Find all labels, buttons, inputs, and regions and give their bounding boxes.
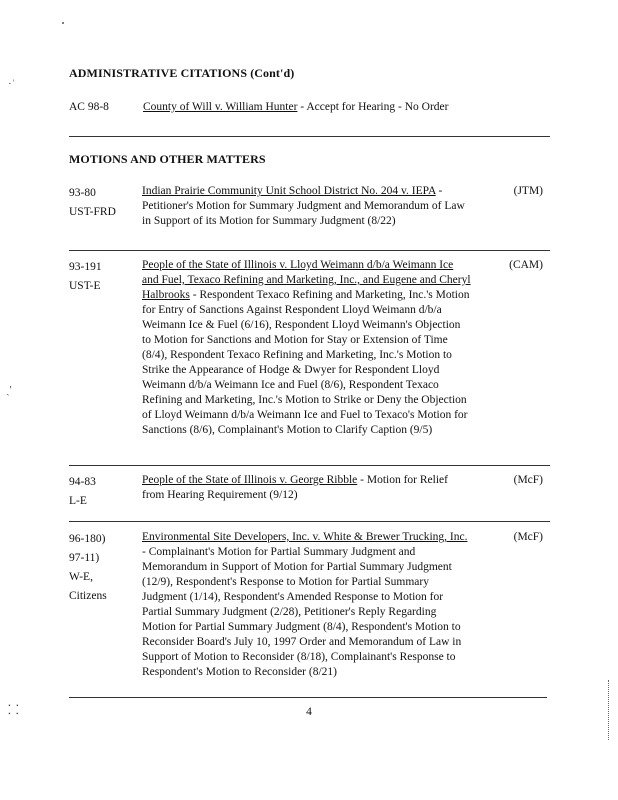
motion-entry	[69, 530, 549, 680]
scan-mark: ⸬	[8, 702, 19, 717]
docket-number: L-E	[69, 495, 87, 507]
docket-numbers	[69, 258, 139, 296]
docket-numbers	[69, 473, 139, 511]
scan-mark: ˏ'	[6, 384, 12, 396]
motion-entry	[69, 473, 549, 513]
motion-text: - Petitioner's Motion for Summary Judgment and Memorandum of Law in Support of its Motion for Summary Judgment (8/22)	[142, 185, 465, 227]
citation-action: - Accept for Hearing - No Order	[297, 101, 449, 113]
entry-divider	[69, 250, 550, 251]
motion-entry	[69, 184, 549, 234]
citation-case-name: County of Will v. William Hunter	[143, 101, 298, 113]
motion-description	[142, 530, 472, 680]
hearing-officer: (McF)	[513, 531, 543, 543]
docket-number: 93-191	[69, 261, 102, 273]
case-name: Indian Prairie Community Unit School District No. 204 v. IEPA	[142, 185, 436, 197]
hearing-officer: (JTM)	[513, 185, 543, 197]
scan-speck	[62, 22, 64, 24]
motion-entry	[69, 258, 549, 448]
motion-text: - Motion for Relief from Hearing Requirement (9/12)	[142, 474, 448, 501]
case-name: People of the State of Illinois v. George Ribble	[142, 474, 358, 486]
admin-citation-row	[69, 101, 448, 113]
motion-description	[142, 258, 472, 438]
case-name: People of the State of Illinois v. Lloyd Weimann d/b/a Weimann Ice and Fuel, Texaco Refining and Marketing, Inc., and Eugene and Cheryl Halbrooks	[142, 259, 471, 301]
entry-divider	[69, 521, 550, 522]
docket-numbers	[69, 184, 139, 222]
entry-divider	[69, 465, 550, 466]
docket-number: W-E,	[69, 571, 93, 583]
case-name: Environmental Site Developers, Inc. v. White & Brewer Trucking, Inc.	[142, 531, 468, 543]
page-number: 4	[306, 706, 312, 718]
motions-heading: MOTIONS AND OTHER MATTERS	[69, 152, 266, 166]
docket-number: UST-FRD	[69, 206, 116, 218]
docket-number: 93-80	[69, 187, 96, 199]
admin-citations-heading: ADMINISTRATIVE CITATIONS (Cont'd)	[69, 66, 295, 80]
scan-mark: ·ʾ	[8, 78, 16, 90]
docket-numbers	[69, 530, 139, 606]
docket-number: UST-E	[69, 280, 101, 292]
docket-number: 97-11)	[69, 552, 100, 564]
hearing-officer: (McF)	[513, 474, 543, 486]
docket-number: 96-180)	[69, 533, 106, 545]
motion-description	[142, 184, 472, 229]
citation-number: AC 98-8	[69, 101, 109, 113]
hearing-officer: (CAM)	[509, 259, 543, 271]
docket-number: Citizens	[69, 590, 107, 602]
section-divider	[69, 136, 550, 137]
motion-description	[142, 473, 472, 503]
footer-divider	[69, 697, 547, 698]
motion-text: - Respondent Texaco Refining and Marketing, Inc.'s Motion for Entry of Sanctions Against Respondent Lloyd Weimann d/b/a Weimann Ice & Fuel (6/16), Respondent Lloyd Weimann's Objection to Motion for Sanctions and Motion for Stay or Extension of Time (8/4), Respondent Texaco Refining and Marketing, Inc.'s Motion to Strike the Appearance of Hodge & Dwyer for Respondent Lloyd Weimann d/b/a Weimann Ice and Fuel (8/6), Respondent Texaco Refining and Marketing, Inc.'s Motion to Strike or Deny the Objection of Lloyd Weimann d/b/a Weimann Ice and Fuel to Texaco's Motion for Sanctions (8/6), Complainant's Motion to Clarify Caption (9/5)	[142, 289, 470, 436]
motion-text: - Complainant's Motion for Partial Summary Judgment and Memorandum in Support of Motion for Partial Summary Judgment (12/9), Respondent's Response to Motion for Partial Summary Judgment (1/14), Respondent's Amended Response to Motion for Partial Summary Judgment (2/28), Petitioner's Reply Regarding Motion for Partial Summary Judgment (8/4), Respondent's Motion to Reconsider Board's July 10, 1997 Order and Memorandum of Law in Support of Motion to Reconsider (8/18), Complainant's Response to Respondent's Motion to Reconsider (8/21)	[142, 546, 462, 678]
docket-number: 94-83	[69, 476, 96, 488]
